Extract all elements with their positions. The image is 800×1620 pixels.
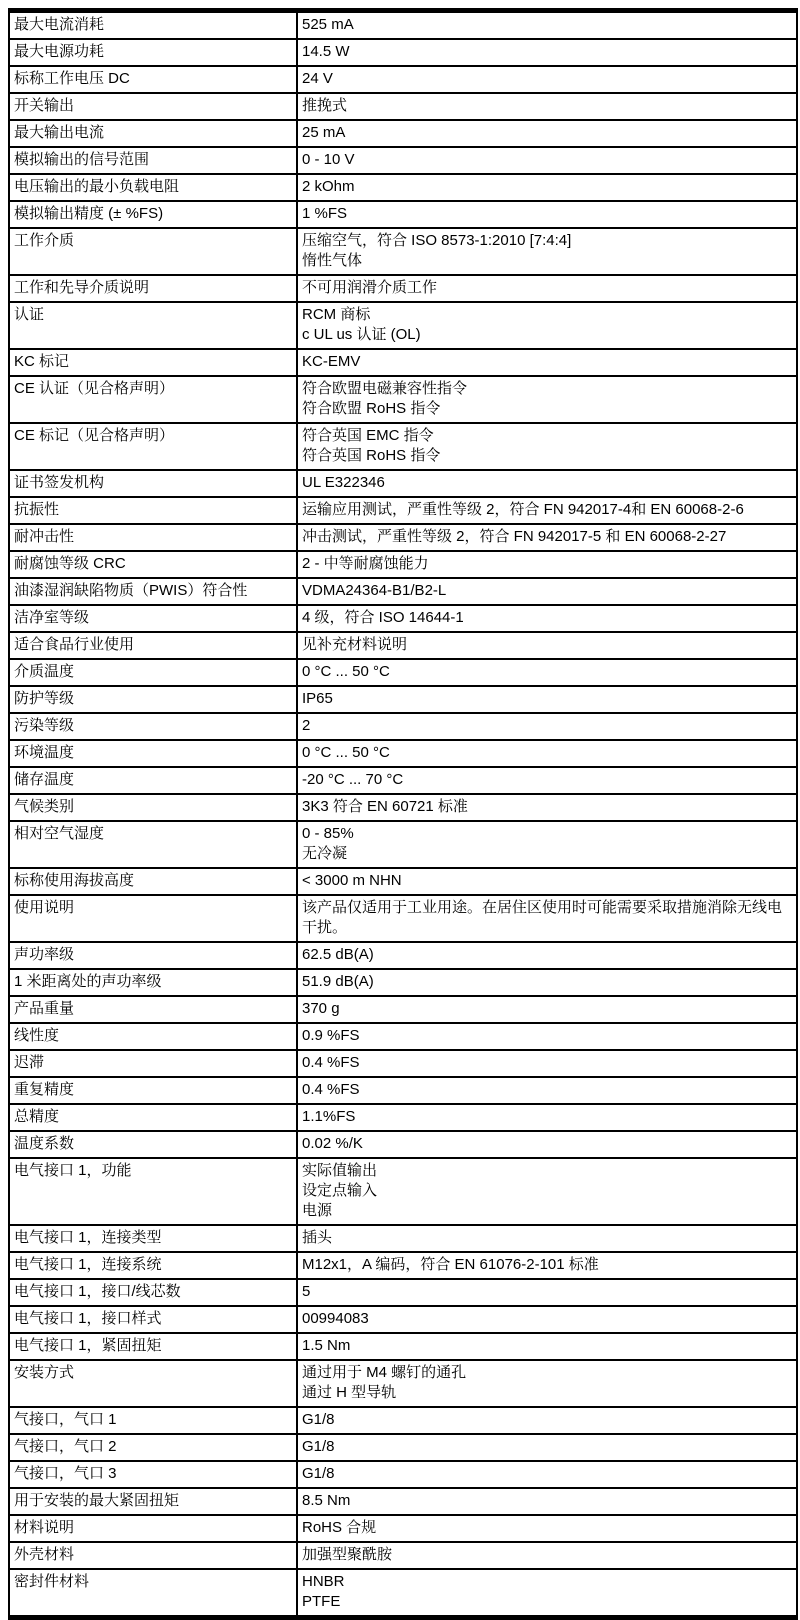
spec-value: [297, 996, 797, 1023]
spec-value: [297, 895, 797, 942]
spec-label: 产品重量: [9, 996, 297, 1023]
table-row: [9, 868, 797, 895]
spec-value: [297, 228, 797, 275]
spec-value: [297, 1333, 797, 1360]
spec-value-line: 符合欧盟电磁兼容性指令: [302, 380, 468, 397]
spec-value-line: 通过 H 型导轨: [302, 1384, 397, 1401]
table-row: [9, 302, 797, 349]
spec-value-line: 推挽式: [302, 97, 348, 114]
spec-label: 污染等级: [9, 713, 297, 740]
spec-label: 最大电流消耗: [9, 11, 297, 40]
spec-value-line: 14.5 W: [302, 43, 350, 60]
spec-value-line: 加强型聚酰胺: [302, 1546, 393, 1563]
spec-value-line: 通过用于 M4 螺钉的通孔: [302, 1364, 467, 1381]
table-row: [9, 686, 797, 713]
spec-value-line: G1/8: [302, 1411, 335, 1428]
spec-label: 外壳材料: [9, 1542, 297, 1569]
spec-label: 耐冲击性: [9, 524, 297, 551]
table-row: [9, 1360, 797, 1407]
spec-value-line: 不可用润滑介质工作: [302, 279, 438, 296]
spec-label: 最大电源功耗: [9, 39, 297, 66]
table-row: [9, 969, 797, 996]
spec-label: 相对空气湿度: [9, 821, 297, 868]
spec-label: 油漆湿润缺陷物质（PWIS）符合性: [9, 578, 297, 605]
spec-value-line: 5: [302, 1283, 311, 1300]
spec-value-line: 0.9 %FS: [302, 1027, 360, 1044]
spec-value: [297, 868, 797, 895]
table-row: [9, 1252, 797, 1279]
spec-value: [297, 578, 797, 605]
spec-value: [297, 969, 797, 996]
spec-label: 开关输出: [9, 93, 297, 120]
table-row: [9, 1158, 797, 1225]
spec-value: [297, 1158, 797, 1225]
spec-value: [297, 470, 797, 497]
spec-label: 重复精度: [9, 1077, 297, 1104]
spec-value-line: 惰性气体: [302, 252, 363, 269]
spec-value-line: 3K3 符合 EN 60721 标准: [302, 798, 468, 815]
spec-value-line: 1.1%FS: [302, 1108, 356, 1125]
table-row: [9, 39, 797, 66]
spec-value-line: 电源: [302, 1202, 333, 1219]
spec-label: KC 标记: [9, 349, 297, 376]
spec-value: [297, 1569, 797, 1618]
spec-value-line: 见补充材料说明: [302, 636, 408, 653]
spec-value-line: 0.4 %FS: [302, 1054, 360, 1071]
table-row: [9, 376, 797, 423]
spec-label: 储存温度: [9, 767, 297, 794]
spec-label: CE 标记（见合格声明）: [9, 423, 297, 470]
spec-label: 模拟输出精度 (± %FS): [9, 201, 297, 228]
spec-value-line: 符合英国 RoHS 指令: [302, 447, 441, 464]
spec-value: [297, 497, 797, 524]
spec-value: [297, 1077, 797, 1104]
spec-value-line: VDMA24364-B1/B2-L: [302, 582, 447, 599]
table-row: [9, 1104, 797, 1131]
spec-value: [297, 821, 797, 868]
table-row: [9, 66, 797, 93]
spec-value-line: 8.5 Nm: [302, 1492, 351, 1509]
spec-label: 电气接口 1，接口样式: [9, 1306, 297, 1333]
table-row: [9, 11, 797, 40]
spec-label: 电气接口 1，连接系统: [9, 1252, 297, 1279]
table-row: [9, 1306, 797, 1333]
table-row: [9, 147, 797, 174]
spec-label: 安装方式: [9, 1360, 297, 1407]
spec-value: [297, 423, 797, 470]
spec-value: [297, 1461, 797, 1488]
spec-value-line: 符合欧盟 RoHS 指令: [302, 400, 441, 417]
spec-value: [297, 1306, 797, 1333]
spec-label: 工作介质: [9, 228, 297, 275]
spec-value-line: < 3000 m NHN: [302, 872, 402, 889]
spec-value: [297, 302, 797, 349]
spec-value-line: 运输应用测试，严重性等级 2，符合 FN 942017-4和 EN 60068-2-6: [302, 501, 744, 518]
spec-value-line: 2: [302, 717, 311, 734]
spec-label: CE 认证（见合格声明）: [9, 376, 297, 423]
spec-value: [297, 1488, 797, 1515]
table-row: [9, 1077, 797, 1104]
table-row: [9, 713, 797, 740]
spec-value: [297, 1407, 797, 1434]
table-row: [9, 93, 797, 120]
spec-value-line: 0 - 10 V: [302, 151, 355, 168]
spec-value: [297, 349, 797, 376]
spec-value: [297, 1131, 797, 1158]
table-row: [9, 275, 797, 302]
spec-value: [297, 11, 797, 40]
spec-label: 电压输出的最小负载电阻: [9, 174, 297, 201]
table-row: [9, 1225, 797, 1252]
spec-value: [297, 1515, 797, 1542]
spec-label: 材料说明: [9, 1515, 297, 1542]
spec-value-line: IP65: [302, 690, 333, 707]
spec-label: 温度系数: [9, 1131, 297, 1158]
spec-value-line: 0.4 %FS: [302, 1081, 360, 1098]
spec-value-line: KC-EMV: [302, 353, 361, 370]
spec-label: 迟滞: [9, 1050, 297, 1077]
spec-value: [297, 1225, 797, 1252]
spec-value-line: 1 %FS: [302, 205, 348, 222]
spec-value-line: 51.9 dB(A): [302, 973, 374, 990]
spec-value: [297, 1434, 797, 1461]
specs-table-body: [9, 11, 797, 1618]
spec-label: 介质温度: [9, 659, 297, 686]
table-row: [9, 174, 797, 201]
spec-value: [297, 659, 797, 686]
table-row: [9, 349, 797, 376]
table-row: [9, 821, 797, 868]
spec-value: [297, 93, 797, 120]
spec-value: [297, 174, 797, 201]
spec-value-line: 25 mA: [302, 124, 346, 141]
spec-label: 气候类别: [9, 794, 297, 821]
spec-value-line: G1/8: [302, 1438, 335, 1455]
spec-value-line: HNBR: [302, 1573, 345, 1590]
spec-label: 认证: [9, 302, 297, 349]
table-row: [9, 1333, 797, 1360]
spec-value: [297, 632, 797, 659]
spec-label: 声功率级: [9, 942, 297, 969]
spec-value: [297, 1104, 797, 1131]
spec-value-line: RoHS 合规: [302, 1519, 377, 1536]
table-row: [9, 942, 797, 969]
spec-label: 耐腐蚀等级 CRC: [9, 551, 297, 578]
spec-value-line: 370 g: [302, 1000, 340, 1017]
spec-value-line: G1/8: [302, 1465, 335, 1482]
spec-value: [297, 120, 797, 147]
spec-value-line: 无冷凝: [302, 845, 348, 862]
spec-value: [297, 1023, 797, 1050]
spec-value: [297, 1252, 797, 1279]
spec-value-line: 0.02 %/K: [302, 1135, 363, 1152]
spec-label: 最大输出电流: [9, 120, 297, 147]
spec-value-line: 0 - 85%: [302, 825, 354, 842]
table-row: [9, 895, 797, 942]
table-row: [9, 551, 797, 578]
spec-label: 总精度: [9, 1104, 297, 1131]
spec-value: [297, 1050, 797, 1077]
table-row: [9, 120, 797, 147]
spec-value: [297, 713, 797, 740]
table-row: [9, 497, 797, 524]
spec-label: 用于安装的最大紧固扭矩: [9, 1488, 297, 1515]
spec-value-line: 实际值输出: [302, 1162, 378, 1179]
table-row: [9, 740, 797, 767]
spec-label: 线性度: [9, 1023, 297, 1050]
spec-value: [297, 942, 797, 969]
spec-label: 电气接口 1，连接类型: [9, 1225, 297, 1252]
spec-label: 防护等级: [9, 686, 297, 713]
table-row: [9, 1488, 797, 1515]
table-row: [9, 1023, 797, 1050]
spec-label: 气接口，气口 2: [9, 1434, 297, 1461]
spec-value-line: 24 V: [302, 70, 333, 87]
spec-value-line: 0 °C ... 50 °C: [302, 663, 390, 680]
table-row: [9, 659, 797, 686]
spec-value-line: 525 mA: [302, 16, 354, 33]
spec-label: 洁净室等级: [9, 605, 297, 632]
spec-label: 适合食品行业使用: [9, 632, 297, 659]
table-row: [9, 1542, 797, 1569]
table-row: [9, 605, 797, 632]
spec-value-line: 2 kOhm: [302, 178, 355, 195]
table-row: [9, 996, 797, 1023]
spec-value-line: PTFE: [302, 1593, 341, 1610]
spec-value: [297, 686, 797, 713]
spec-value-line: 压缩空气，符合 ISO 8573-1:2010 [7:4:4]: [302, 232, 572, 249]
table-row: [9, 1461, 797, 1488]
spec-value: [297, 1542, 797, 1569]
spec-value-line: RCM 商标: [302, 306, 371, 323]
spec-label: 电气接口 1，接口/线芯数: [9, 1279, 297, 1306]
spec-label: 工作和先导介质说明: [9, 275, 297, 302]
spec-value: [297, 767, 797, 794]
spec-label: 模拟输出的信号范围: [9, 147, 297, 174]
table-row: [9, 1434, 797, 1461]
spec-value: [297, 201, 797, 228]
table-row: [9, 632, 797, 659]
table-row: [9, 1515, 797, 1542]
spec-label: 抗振性: [9, 497, 297, 524]
spec-value-line: 冲击测试，严重性等级 2，符合 FN 942017-5 和 EN 60068-2-27: [302, 528, 727, 545]
table-row: [9, 794, 797, 821]
table-row: [9, 1279, 797, 1306]
spec-value-line: 插头: [302, 1229, 333, 1246]
spec-value-line: -20 °C ... 70 °C: [302, 771, 404, 788]
spec-value: [297, 1279, 797, 1306]
table-row: [9, 767, 797, 794]
spec-value: [297, 1360, 797, 1407]
spec-label: 密封件材料: [9, 1569, 297, 1618]
spec-label: 1 米距离处的声功率级: [9, 969, 297, 996]
spec-value: [297, 524, 797, 551]
spec-value-line: 62.5 dB(A): [302, 946, 374, 963]
spec-value-line: UL E322346: [302, 474, 385, 491]
spec-label: 环境温度: [9, 740, 297, 767]
table-row: [9, 1569, 797, 1618]
spec-value: [297, 147, 797, 174]
spec-label: 使用说明: [9, 895, 297, 942]
spec-value: [297, 551, 797, 578]
table-row: [9, 1131, 797, 1158]
spec-value-line: 2 - 中等耐腐蚀能力: [302, 555, 429, 572]
spec-value: [297, 794, 797, 821]
spec-label: 证书签发机构: [9, 470, 297, 497]
spec-value-line: 00994083: [302, 1310, 369, 1327]
spec-value-line: M12x1，A 编码，符合 EN 61076-2-101 标准: [302, 1256, 599, 1273]
spec-value: [297, 376, 797, 423]
spec-value: [297, 275, 797, 302]
table-row: [9, 524, 797, 551]
spec-value-line: c UL us 认证 (OL): [302, 326, 421, 343]
spec-label: 电气接口 1，紧固扭矩: [9, 1333, 297, 1360]
spec-value-line: 4 级，符合 ISO 14644-1: [302, 609, 464, 626]
table-row: [9, 201, 797, 228]
table-row: [9, 1050, 797, 1077]
spec-label: 电气接口 1，功能: [9, 1158, 297, 1225]
spec-label: 标称使用海拔高度: [9, 868, 297, 895]
table-row: [9, 1407, 797, 1434]
table-row: [9, 423, 797, 470]
spec-label: 气接口，气口 3: [9, 1461, 297, 1488]
spec-value-line: 设定点输入: [302, 1182, 378, 1199]
table-row: [9, 228, 797, 275]
spec-value-line: 该产品仅适用于工业用途。在居住区使用时可能需要采取措施消除无线电干扰。: [302, 899, 783, 936]
spec-value: [297, 740, 797, 767]
spec-value: [297, 39, 797, 66]
spec-value: [297, 605, 797, 632]
spec-label: 标称工作电压 DC: [9, 66, 297, 93]
spec-value-line: 1.5 Nm: [302, 1337, 351, 1354]
specs-table: [8, 8, 798, 1620]
spec-value-line: 符合英国 EMC 指令: [302, 427, 434, 444]
table-row: [9, 470, 797, 497]
spec-value: [297, 66, 797, 93]
spec-label: 气接口，气口 1: [9, 1407, 297, 1434]
spec-value-line: 0 °C ... 50 °C: [302, 744, 390, 761]
table-row: [9, 578, 797, 605]
